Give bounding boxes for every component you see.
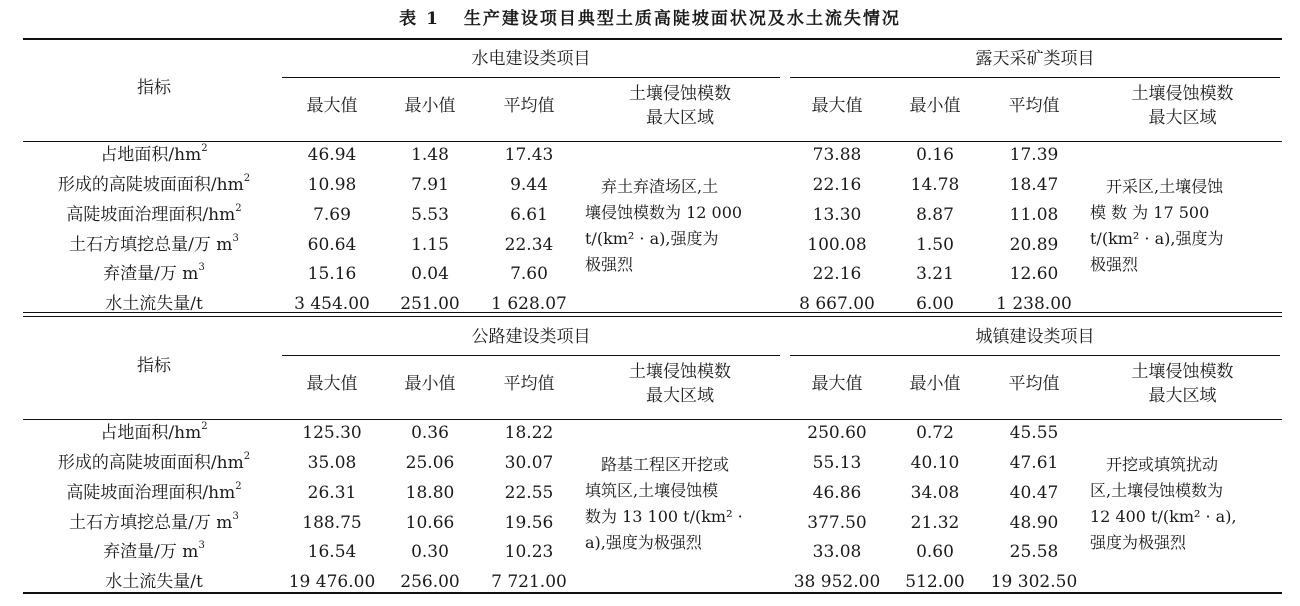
- indicator-text: 弃渣量/万 m: [103, 542, 199, 562]
- table-cell: 16.54: [307, 542, 357, 562]
- table-cell: 0.72: [916, 423, 954, 443]
- table-cell: 7.69: [313, 205, 351, 225]
- table-cell: 8 667.00: [799, 294, 875, 314]
- erosion-note: [585, 174, 775, 278]
- table-cell: 40.10: [910, 453, 960, 473]
- indicator-header: 指标: [137, 78, 171, 98]
- table-cell: 35.08: [307, 453, 357, 473]
- col-header-erosion: 最大区域: [1148, 386, 1217, 406]
- table-cell: 73.88: [812, 145, 862, 165]
- indicator-label: [23, 481, 285, 503]
- table-title: 生产建设项目典型土质高陡坡面状况及水土流失情况: [463, 9, 901, 29]
- table-cell: 10.23: [504, 542, 554, 562]
- table-cell: 18.22: [504, 423, 554, 443]
- col-header-avg: 平均值: [503, 374, 555, 394]
- col-header-erosion: 土壤侵蚀模数: [629, 84, 731, 104]
- table-cell: 7.60: [510, 264, 548, 284]
- col-header-erosion: 最大区域: [1148, 108, 1217, 128]
- table-cell: 48.90: [1009, 513, 1059, 533]
- erosion-note-line: 极强烈: [585, 255, 634, 274]
- table-cell: 22.55: [504, 483, 554, 503]
- table-cell: 19 302.50: [990, 572, 1078, 592]
- col-header-min: 最小值: [404, 96, 456, 116]
- erosion-note-line: t/(km² · a),强度为: [1090, 229, 1224, 248]
- table-cell: 22.34: [504, 235, 554, 255]
- indicator-label: [23, 540, 285, 562]
- table-cell: 0.36: [411, 423, 449, 443]
- table-cell: 0.60: [916, 542, 954, 562]
- table-cell: 17.39: [1009, 145, 1059, 165]
- group-title: 露天采矿类项目: [975, 49, 1095, 69]
- header-rule: [790, 355, 1280, 356]
- header-rule: [790, 77, 1280, 78]
- indicator-label: [23, 296, 285, 313]
- indicator-label: [23, 173, 285, 195]
- table-cell: 60.64: [307, 235, 357, 255]
- table-cell: 3 454.00: [294, 294, 370, 314]
- table-cell: 22.16: [812, 175, 862, 195]
- erosion-note: [1090, 452, 1275, 556]
- indicator-header: 指标: [137, 356, 171, 376]
- table-cell: 14.78: [910, 175, 960, 195]
- unit-superscript: 3: [232, 233, 239, 244]
- table-cell: 251.00: [400, 294, 460, 314]
- table-rule: [23, 592, 1282, 594]
- table-cell: 19 476.00: [288, 572, 376, 592]
- table-rule: [23, 419, 1282, 420]
- table-cell: 38 952.00: [793, 572, 881, 592]
- col-header-erosion: 土壤侵蚀模数: [1131, 362, 1234, 382]
- table-cell: 10.66: [405, 513, 455, 533]
- group-title: 公路建设类项目: [471, 327, 591, 347]
- erosion-note-line: 填筑区,土壤侵蚀模: [585, 481, 719, 500]
- table-cell: 46.86: [812, 483, 862, 503]
- col-header-min: 最小值: [909, 374, 961, 394]
- table-cell: 33.08: [812, 542, 862, 562]
- erosion-note: [1090, 174, 1275, 278]
- table-cell: 9.44: [510, 175, 548, 195]
- table-cell: 1 238.00: [996, 294, 1072, 314]
- table-cell: 18.47: [1009, 175, 1059, 195]
- table-cell: 188.75: [302, 513, 362, 533]
- unit-superscript: 3: [232, 511, 239, 522]
- indicator-label: [23, 511, 285, 533]
- table-cell: 21.32: [910, 513, 960, 533]
- erosion-note-line: a),强度为极强烈: [585, 533, 702, 552]
- table-cell: 11.08: [1009, 205, 1059, 225]
- col-header-min: 最小值: [404, 374, 456, 394]
- table-number: 表 1: [399, 9, 440, 29]
- unit-superscript: 2: [243, 173, 251, 184]
- table-cell: 6.00: [916, 294, 954, 314]
- col-header-avg: 平均值: [503, 96, 555, 116]
- col-header-max: 最大值: [306, 96, 358, 116]
- table-cell: 40.47: [1009, 483, 1059, 503]
- indicator-text: 形成的高陡坡面面积/hm: [57, 175, 244, 195]
- indicator-label: [23, 421, 285, 443]
- table-rule: [23, 316, 1282, 317]
- erosion-note-line: 壤侵蚀模数为 12 000: [585, 203, 743, 222]
- table-cell: 0.16: [916, 145, 954, 165]
- col-header-avg: 平均值: [1008, 374, 1060, 394]
- table-cell: 13.30: [812, 205, 862, 225]
- table-cell: 26.31: [307, 483, 357, 503]
- table-cell: 7.91: [411, 175, 449, 195]
- table-cell: 19.56: [504, 513, 554, 533]
- table-cell: 1 628.07: [491, 294, 567, 314]
- table-cell: 10.98: [307, 175, 357, 195]
- indicator-label: [23, 262, 285, 284]
- table-rule: [23, 38, 1282, 40]
- indicator-text: 水土流失量/t: [105, 294, 203, 314]
- unit-superscript: 2: [201, 421, 208, 432]
- erosion-note-line: 强度为极强烈: [1090, 533, 1187, 552]
- header-rule: [282, 355, 780, 356]
- table-cell: 0.30: [411, 542, 449, 562]
- erosion-note-line: t/(km² · a),强度为: [585, 229, 719, 248]
- col-header-max: 最大值: [811, 96, 863, 116]
- table-caption: [0, 4, 1300, 29]
- unit-superscript: 3: [198, 262, 205, 273]
- indicator-text: 土石方填挖总量/万 m: [69, 513, 233, 533]
- indicator-text: 高陡坡面治理面积/hm: [66, 205, 236, 225]
- table-cell: 256.00: [400, 572, 460, 592]
- indicator-text: 弃渣量/万 m: [103, 264, 199, 284]
- table-cell: 18.80: [405, 483, 455, 503]
- col-header-max: 最大值: [306, 374, 358, 394]
- indicator-text: 占地面积/hm: [100, 145, 202, 165]
- table-rule: [23, 141, 1282, 142]
- table-cell: 100.08: [807, 235, 867, 255]
- indicator-text: 形成的高陡坡面面积/hm: [57, 453, 244, 473]
- erosion-note-line: 极强烈: [1090, 255, 1139, 274]
- table-cell: 8.87: [916, 205, 954, 225]
- erosion-note: [585, 452, 775, 556]
- erosion-note-line: 路基工程区开挖或: [601, 455, 730, 474]
- table-cell: 55.13: [812, 453, 862, 473]
- table-cell: 1.48: [411, 145, 449, 165]
- table-cell: 1.50: [916, 235, 954, 255]
- unit-superscript: 3: [198, 540, 205, 551]
- erosion-note-line: 12 400 t/(km² · a),: [1090, 507, 1237, 526]
- erosion-note-line: 开采区,土壤侵蚀: [1106, 177, 1224, 196]
- table-cell: 45.55: [1009, 423, 1059, 443]
- table-cell: 22.16: [812, 264, 862, 284]
- col-header-max: 最大值: [811, 374, 863, 394]
- table-cell: 377.50: [807, 513, 867, 533]
- col-header-erosion: 土壤侵蚀模数: [1131, 84, 1234, 104]
- col-header-avg: 平均值: [1008, 96, 1060, 116]
- col-header-min: 最小值: [909, 96, 961, 116]
- table-cell: 15.16: [307, 264, 357, 284]
- erosion-note-line: 弃土弃渣场区,土: [601, 177, 719, 196]
- erosion-note-line: 区,土壤侵蚀模数为: [1090, 481, 1224, 500]
- table-cell: 25.58: [1009, 542, 1059, 562]
- table-cell: 46.94: [307, 145, 357, 165]
- indicator-text: 水土流失量/t: [105, 572, 203, 592]
- table-cell: 0.04: [411, 264, 449, 284]
- table-cell: 1.15: [411, 235, 449, 255]
- table-cell: 30.07: [504, 453, 554, 473]
- indicator-label: [23, 574, 285, 591]
- table-cell: 12.60: [1009, 264, 1059, 284]
- indicator-label: [23, 143, 285, 165]
- indicator-label: [23, 233, 285, 255]
- table-cell: 20.89: [1009, 235, 1059, 255]
- indicator-label: [23, 203, 285, 225]
- table-cell: 47.61: [1009, 453, 1059, 473]
- erosion-note-line: 模 数 为 17 500: [1090, 203, 1210, 222]
- table-cell: 3.21: [916, 264, 954, 284]
- indicator-text: 高陡坡面治理面积/hm: [66, 483, 236, 503]
- table-cell: 17.43: [504, 145, 554, 165]
- indicator-text: 占地面积/hm: [100, 423, 202, 443]
- erosion-note-line: 开挖或填筑扰动: [1106, 455, 1219, 474]
- table-cell: 5.53: [411, 205, 449, 225]
- header-rule: [282, 77, 780, 78]
- unit-superscript: 2: [235, 203, 242, 214]
- unit-superscript: 2: [235, 481, 242, 492]
- unit-superscript: 2: [243, 451, 251, 462]
- table-cell: 34.08: [910, 483, 960, 503]
- col-header-erosion: 土壤侵蚀模数: [629, 362, 731, 382]
- indicator-label: [23, 451, 285, 473]
- table-cell: 7 721.00: [491, 572, 567, 592]
- table-cell: 125.30: [302, 423, 362, 443]
- col-header-erosion: 最大区域: [646, 108, 714, 128]
- erosion-note-line: 数为 13 100 t/(km² ·: [585, 507, 743, 526]
- col-header-erosion: 最大区域: [646, 386, 714, 406]
- table-cell: 6.61: [510, 205, 548, 225]
- table-cell: 25.06: [405, 453, 455, 473]
- table-cell: 250.60: [807, 423, 867, 443]
- unit-superscript: 2: [201, 143, 208, 154]
- group-title: 水电建设类项目: [471, 49, 591, 69]
- group-title: 城镇建设类项目: [975, 327, 1095, 347]
- table-cell: 512.00: [905, 572, 965, 592]
- indicator-text: 土石方填挖总量/万 m: [69, 235, 233, 255]
